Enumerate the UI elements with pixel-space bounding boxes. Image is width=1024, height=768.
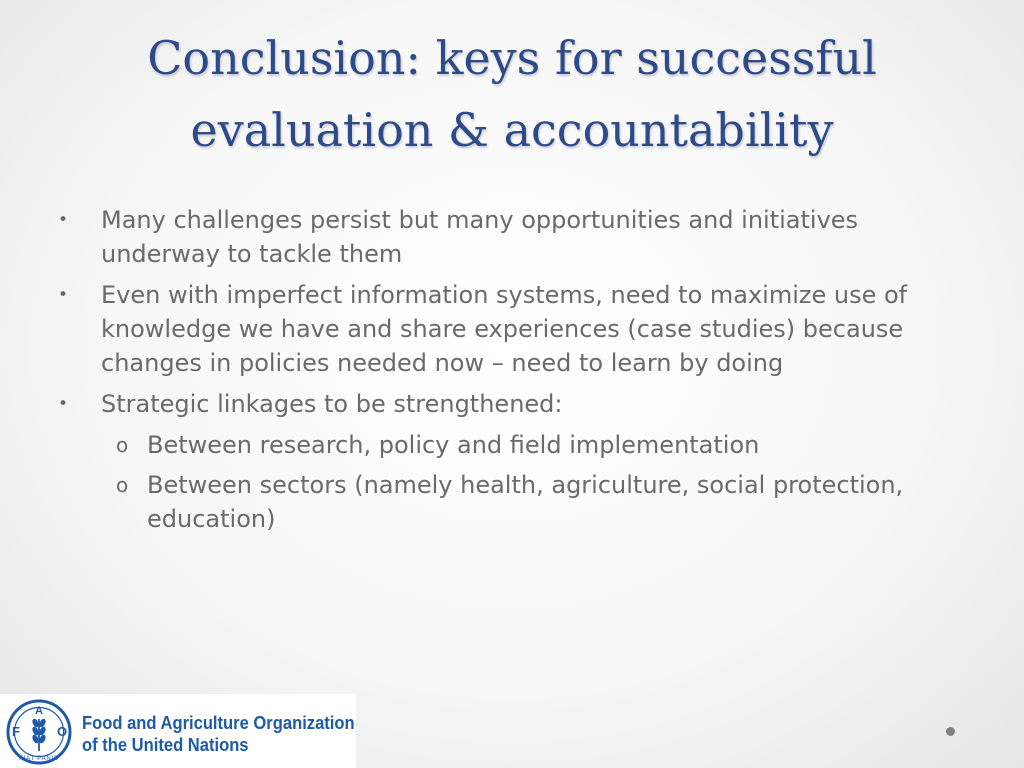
org-name (82, 712, 355, 756)
wheat-icon (32, 718, 46, 751)
logo-letter-f: F (12, 724, 20, 739)
bullet-item (58, 203, 978, 271)
bullet-marker: • (58, 394, 69, 414)
logo-motto: FIAT PANIS (19, 756, 59, 762)
bullet-item (58, 278, 978, 380)
slide-body (58, 203, 978, 542)
org-name-line-1: Food and Agriculture Organization (82, 713, 355, 733)
fao-logo-icon (6, 699, 72, 765)
sub-bullet-text: Between research, policy and field implementation (147, 431, 760, 459)
bullet-marker: • (58, 210, 69, 230)
logo-letter-a: A (35, 705, 43, 717)
corner-dot-icon (946, 727, 955, 736)
org-name-line-2: of the United Nations (82, 735, 249, 755)
sub-bullet-marker: o (116, 433, 129, 457)
sub-bullet-marker: o (116, 473, 129, 497)
slide-title: Conclusion: keys for successful evaluation & accountability (147, 31, 877, 157)
logo-letter-o: O (56, 724, 68, 739)
bullet-text: Many challenges persist but many opportunities and initiatives underway to tackle them (101, 206, 859, 268)
bullet-item (58, 387, 978, 421)
bullet-marker: • (58, 285, 69, 305)
bullet-text: Even with imperfect information systems, need to maximize use of knowledge we have and share experiences (case studies) because changes in policies needed now – need to learn by doing (101, 281, 908, 377)
sub-bullet-item (58, 468, 978, 536)
sub-bullet-item (58, 428, 978, 462)
sub-bullet-text: Between sectors (namely health, agriculture, social protection, education) (147, 471, 904, 533)
bullet-text: Strategic linkages to be strengthened: (101, 390, 563, 418)
